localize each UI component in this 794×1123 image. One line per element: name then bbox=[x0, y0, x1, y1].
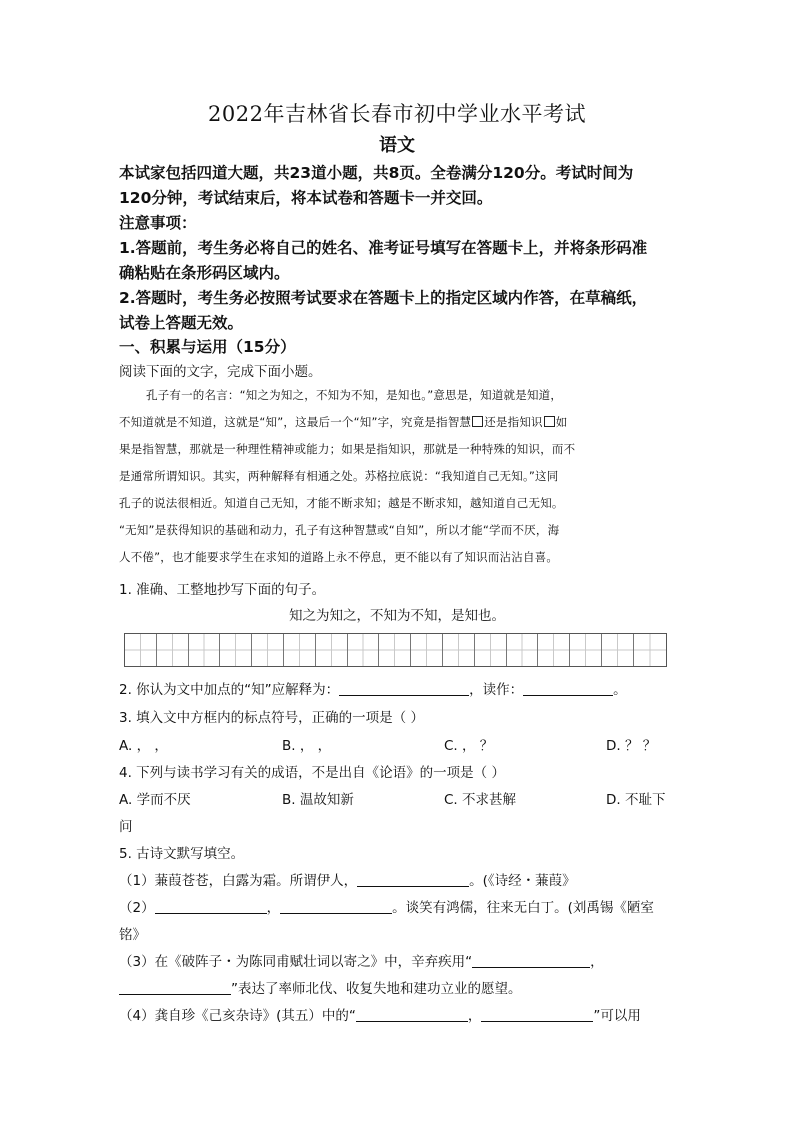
option-a[interactable]: A. ， ， bbox=[119, 738, 168, 754]
option-d-continued: 问 bbox=[119, 819, 133, 835]
grid-cell[interactable] bbox=[284, 634, 316, 666]
question-stem: 5. 古诗文默写填空。 bbox=[119, 846, 245, 862]
answer-blank[interactable] bbox=[357, 872, 469, 887]
copy-sentence: 知之为知之，不知为不知，是知也。 bbox=[289, 608, 505, 624]
instructions-line: 本试家包括四道大题，共23道小题，共8页。全卷满分120分。考试时间为 bbox=[119, 164, 634, 182]
grid-cell[interactable] bbox=[348, 634, 380, 666]
punctuation-box bbox=[472, 416, 483, 427]
passage-line: 果是指智慧，那就是一种理性精神或能力；如果是指知识，那就是一种特殊的知识，而不 bbox=[119, 442, 576, 456]
notice-item: 试卷上答题无效。 bbox=[119, 314, 244, 332]
option-c[interactable]: C. ， ？ bbox=[444, 738, 494, 754]
option-b[interactable]: B. ， ， bbox=[282, 738, 332, 754]
grid-cell[interactable] bbox=[157, 634, 189, 666]
writing-grid[interactable] bbox=[124, 633, 667, 667]
fill-text: （1）蒹葭苍苍，白露为霜。所谓伊人， bbox=[119, 873, 358, 889]
grid-cell[interactable] bbox=[475, 634, 507, 666]
grid-cell[interactable] bbox=[602, 634, 634, 666]
question-stem: 4. 下列与读书学习有关的成语，不是出自《论语》的一项是（ ） bbox=[119, 765, 505, 781]
fill-line-1 bbox=[119, 869, 576, 889]
punctuation-box bbox=[544, 416, 555, 427]
question-text: ，读作： bbox=[469, 682, 524, 698]
fill-text: （3）在《破阵子・为陈同甫赋壮词以寄之》中，辛弃疾用“ bbox=[119, 954, 473, 970]
answer-blank[interactable] bbox=[119, 980, 231, 995]
question-text: 。 bbox=[613, 682, 627, 698]
grid-cell[interactable] bbox=[220, 634, 252, 666]
grid-cell[interactable] bbox=[189, 634, 221, 666]
option-d[interactable]: D. 不耻下 bbox=[606, 792, 666, 808]
fill-line-4 bbox=[119, 1004, 641, 1024]
section-intro: 阅读下面的文字，完成下面小题。 bbox=[119, 364, 322, 380]
grid-cell[interactable] bbox=[507, 634, 539, 666]
answer-blank[interactable] bbox=[280, 899, 392, 914]
fill-line-3 bbox=[119, 950, 604, 970]
fill-text: ， bbox=[590, 954, 604, 970]
fill-text: （4）龚自珍《己亥杂诗》(其五）中的“ bbox=[119, 1008, 356, 1024]
option-d[interactable]: D. ？ ？ bbox=[606, 738, 657, 754]
answer-blank[interactable] bbox=[481, 1007, 593, 1022]
answer-blank[interactable] bbox=[155, 899, 267, 914]
grid-cell[interactable] bbox=[316, 634, 348, 666]
question-stem: 1. 准确、工整地抄写下面的句子。 bbox=[119, 582, 326, 598]
answer-blank[interactable] bbox=[339, 681, 469, 696]
question-2 bbox=[119, 678, 627, 698]
grid-cell[interactable] bbox=[125, 634, 157, 666]
passage-line: “无知”是获得知识的基础和动力，孔子有这种智慧或“自知”，所以才能“学而不厌，海 bbox=[119, 523, 560, 537]
passage-line: 是通常所谓知识。其实，两种解释有相通之处。苏格拉底说：“我知道自己无知。”这同 bbox=[119, 469, 559, 483]
fill-text: ， bbox=[467, 1008, 482, 1024]
fill-text: 。谈笑有鸿儒，往来无白丁。(刘禹锡《陋室 bbox=[392, 900, 654, 916]
grid-cell[interactable] bbox=[570, 634, 602, 666]
option-c[interactable]: C. 不求甚解 bbox=[444, 792, 517, 808]
subject-title: 语文 bbox=[379, 135, 415, 156]
passage-line: 孔子有一的名言：“知之为知之，不知为不知，是知也。”意思是，知道就是知道， bbox=[146, 388, 563, 402]
option-a[interactable]: A. 学而不厌 bbox=[119, 792, 191, 808]
notice-item: 确粘贴在条形码区域内。 bbox=[119, 264, 290, 282]
passage-line: 孔子的说法很相近。知道自己无知，才能不断求知；越是不断求知，越知道自己无知。 bbox=[119, 496, 564, 510]
fill-line-3b bbox=[119, 977, 522, 997]
answer-blank[interactable] bbox=[472, 953, 590, 968]
notice-item: 2.答题时，考生务必按照考试要求在答题卡上的指定区域内作答，在草稿纸， bbox=[119, 289, 648, 307]
passage-line: 人不倦”，也才能要求学生在求知的道路上永不停息，更不能以有了知识而沾沾自喜。 bbox=[119, 550, 559, 564]
fill-text: 铭》 bbox=[119, 927, 146, 943]
passage-text: 不知道就是不知道，这就是“知”，这最后一个“知”字，究竟是指智慧 bbox=[119, 415, 472, 429]
question-stem: 2. 你认为文中加点的“知”应解释为： bbox=[119, 682, 340, 698]
grid-cell[interactable] bbox=[411, 634, 443, 666]
fill-text: （2） bbox=[119, 900, 155, 916]
fill-text: ， bbox=[266, 900, 281, 916]
grid-cell[interactable] bbox=[252, 634, 284, 666]
passage-text: 如 bbox=[555, 415, 568, 429]
grid-cell[interactable] bbox=[443, 634, 475, 666]
notice-item: 1.答题前，考生务必将自己的姓名、准考证号填写在答题卡上，并将条形码准 bbox=[119, 239, 648, 257]
passage-line bbox=[119, 414, 567, 430]
answer-blank[interactable] bbox=[523, 681, 613, 696]
passage-text: 还是指知识 bbox=[484, 415, 543, 429]
exam-title: 2022年吉林省长春市初中学业水平考试 bbox=[208, 102, 586, 126]
answer-blank[interactable] bbox=[356, 1007, 468, 1022]
fill-text: ”表达了率师北伐、收复失地和建功立业的愿望。 bbox=[231, 981, 522, 997]
option-b[interactable]: B. 温故知新 bbox=[282, 792, 354, 808]
section-heading: 一、积累与运用（15分） bbox=[119, 338, 296, 356]
fill-text: 。(《诗经・蒹葭》 bbox=[469, 873, 576, 889]
grid-cell[interactable] bbox=[379, 634, 411, 666]
grid-cell[interactable] bbox=[634, 634, 666, 666]
instructions-line: 120分钟，考试结束后，将本试卷和答题卡一并交回。 bbox=[119, 189, 493, 207]
notice-heading: 注意事项： bbox=[119, 214, 197, 232]
question-stem: 3. 填入文中方框内的标点符号，正确的一项是（ ） bbox=[119, 710, 424, 726]
fill-line-2 bbox=[119, 896, 654, 916]
grid-cell[interactable] bbox=[538, 634, 570, 666]
fill-text: ”可以用 bbox=[593, 1008, 641, 1024]
